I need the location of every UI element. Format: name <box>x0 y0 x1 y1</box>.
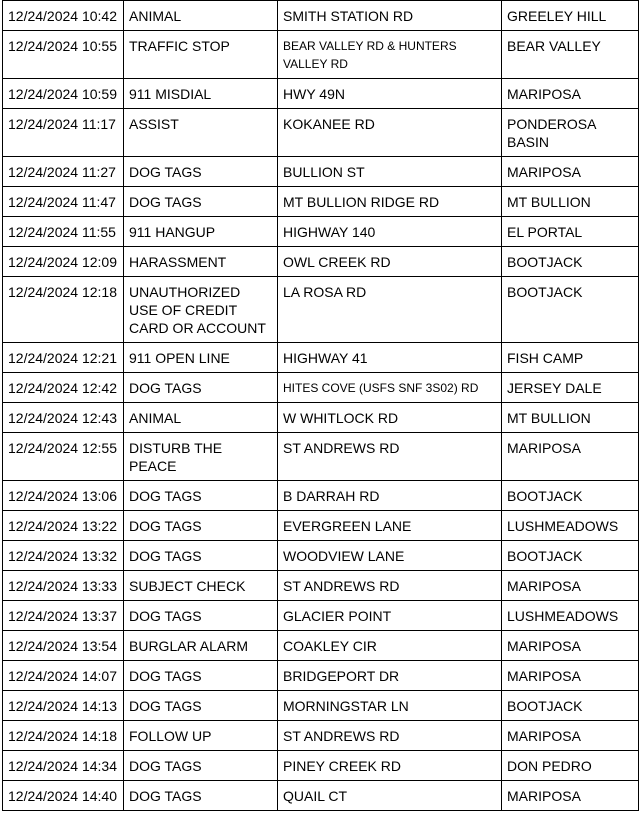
cell-area: FISH CAMP <box>502 343 639 373</box>
table-row <box>3 31 639 79</box>
table-row <box>3 277 639 343</box>
cell-area: JERSEY DALE <box>502 373 639 403</box>
cell-datetime: 12/24/2024 14:34 <box>3 751 124 781</box>
cell-area: MARIPOSA <box>502 571 639 601</box>
cell-area: PONDEROSA BASIN <box>502 109 639 157</box>
cell-datetime: 12/24/2024 14:18 <box>3 721 124 751</box>
cell-location: PINEY CREEK RD <box>278 751 502 781</box>
cell-datetime: 12/24/2024 11:27 <box>3 157 124 187</box>
call-log-table <box>2 0 639 811</box>
cell-area: MARIPOSA <box>502 661 639 691</box>
table-row <box>3 79 639 109</box>
call-log-body <box>3 1 639 811</box>
table-row <box>3 511 639 541</box>
cell-datetime: 12/24/2024 14:07 <box>3 661 124 691</box>
cell-call-type: DOG TAGS <box>124 541 278 571</box>
cell-datetime: 12/24/2024 10:55 <box>3 31 124 79</box>
cell-location: EVERGREEN LANE <box>278 511 502 541</box>
cell-location: HITES COVE (USFS SNF 3S02) RD <box>278 373 502 403</box>
cell-call-type: ASSIST <box>124 109 278 157</box>
cell-location: OWL CREEK RD <box>278 247 502 277</box>
cell-datetime: 12/24/2024 13:33 <box>3 571 124 601</box>
table-row <box>3 433 639 481</box>
cell-call-type: 911 HANGUP <box>124 217 278 247</box>
cell-location: B DARRAH RD <box>278 481 502 511</box>
cell-datetime: 12/24/2024 12:09 <box>3 247 124 277</box>
cell-datetime: 12/24/2024 12:18 <box>3 277 124 343</box>
cell-location: MT BULLION RIDGE RD <box>278 187 502 217</box>
cell-call-type: DOG TAGS <box>124 187 278 217</box>
cell-datetime: 12/24/2024 12:55 <box>3 433 124 481</box>
cell-location: W WHITLOCK RD <box>278 403 502 433</box>
cell-call-type: DOG TAGS <box>124 781 278 811</box>
table-row <box>3 481 639 511</box>
cell-call-type: DOG TAGS <box>124 691 278 721</box>
cell-datetime: 12/24/2024 10:42 <box>3 1 124 31</box>
cell-call-type: BURGLAR ALARM <box>124 631 278 661</box>
table-row <box>3 751 639 781</box>
cell-datetime: 12/24/2024 13:22 <box>3 511 124 541</box>
cell-location: WOODVIEW LANE <box>278 541 502 571</box>
table-row <box>3 691 639 721</box>
cell-datetime: 12/24/2024 12:42 <box>3 373 124 403</box>
cell-datetime: 12/24/2024 13:54 <box>3 631 124 661</box>
cell-area: BOOTJACK <box>502 541 639 571</box>
cell-area: MT BULLION <box>502 403 639 433</box>
cell-location: BRIDGEPORT DR <box>278 661 502 691</box>
table-row <box>3 187 639 217</box>
cell-area: LUSHMEADOWS <box>502 601 639 631</box>
cell-location: MORNINGSTAR LN <box>278 691 502 721</box>
cell-location: GLACIER POINT <box>278 601 502 631</box>
table-row <box>3 157 639 187</box>
cell-datetime: 12/24/2024 10:59 <box>3 79 124 109</box>
cell-call-type: UNAUTHORIZED USE OF CREDIT CARD OR ACCOUNT <box>124 277 278 343</box>
cell-datetime: 12/24/2024 13:37 <box>3 601 124 631</box>
cell-area: MARIPOSA <box>502 157 639 187</box>
table-row <box>3 571 639 601</box>
table-row <box>3 217 639 247</box>
cell-area: BOOTJACK <box>502 691 639 721</box>
cell-datetime: 12/24/2024 11:55 <box>3 217 124 247</box>
table-row <box>3 661 639 691</box>
table-row <box>3 601 639 631</box>
cell-call-type: ANIMAL <box>124 1 278 31</box>
cell-area: MARIPOSA <box>502 631 639 661</box>
cell-call-type: DOG TAGS <box>124 481 278 511</box>
cell-area: BOOTJACK <box>502 247 639 277</box>
cell-datetime: 12/24/2024 14:40 <box>3 781 124 811</box>
cell-area: DON PEDRO <box>502 751 639 781</box>
cell-area: GREELEY HILL <box>502 1 639 31</box>
cell-location: BULLION ST <box>278 157 502 187</box>
cell-call-type: DOG TAGS <box>124 751 278 781</box>
cell-area: BOOTJACK <box>502 277 639 343</box>
cell-call-type: DOG TAGS <box>124 157 278 187</box>
table-row <box>3 721 639 751</box>
cell-call-type: 911 MISDIAL <box>124 79 278 109</box>
cell-area: EL PORTAL <box>502 217 639 247</box>
cell-call-type: TRAFFIC STOP <box>124 31 278 79</box>
cell-area: MARIPOSA <box>502 433 639 481</box>
cell-call-type: DOG TAGS <box>124 601 278 631</box>
cell-location: HIGHWAY 41 <box>278 343 502 373</box>
cell-location: ST ANDREWS RD <box>278 721 502 751</box>
table-row <box>3 631 639 661</box>
cell-area: MARIPOSA <box>502 79 639 109</box>
cell-area: MARIPOSA <box>502 781 639 811</box>
cell-location: KOKANEE RD <box>278 109 502 157</box>
cell-call-type: DOG TAGS <box>124 661 278 691</box>
cell-location: SMITH STATION RD <box>278 1 502 31</box>
cell-location: BEAR VALLEY RD & HUNTERS VALLEY RD <box>278 31 502 79</box>
cell-area: BEAR VALLEY <box>502 31 639 79</box>
cell-location: COAKLEY CIR <box>278 631 502 661</box>
cell-call-type: DISTURB THE PEACE <box>124 433 278 481</box>
cell-datetime: 12/24/2024 11:17 <box>3 109 124 157</box>
table-row <box>3 109 639 157</box>
table-row <box>3 343 639 373</box>
table-row <box>3 781 639 811</box>
cell-location: LA ROSA RD <box>278 277 502 343</box>
cell-call-type: 911 OPEN LINE <box>124 343 278 373</box>
cell-area: LUSHMEADOWS <box>502 511 639 541</box>
table-row <box>3 1 639 31</box>
cell-call-type: SUBJECT CHECK <box>124 571 278 601</box>
table-row <box>3 247 639 277</box>
cell-call-type: HARASSMENT <box>124 247 278 277</box>
cell-location: ST ANDREWS RD <box>278 433 502 481</box>
cell-location: QUAIL CT <box>278 781 502 811</box>
cell-datetime: 12/24/2024 12:21 <box>3 343 124 373</box>
cell-datetime: 12/24/2024 14:13 <box>3 691 124 721</box>
cell-datetime: 12/24/2024 12:43 <box>3 403 124 433</box>
table-row <box>3 403 639 433</box>
cell-location: HWY 49N <box>278 79 502 109</box>
cell-location: ST ANDREWS RD <box>278 571 502 601</box>
cell-call-type: FOLLOW UP <box>124 721 278 751</box>
cell-area: MT BULLION <box>502 187 639 217</box>
cell-area: MARIPOSA <box>502 721 639 751</box>
cell-location: HIGHWAY 140 <box>278 217 502 247</box>
table-row <box>3 541 639 571</box>
cell-call-type: DOG TAGS <box>124 373 278 403</box>
cell-area: BOOTJACK <box>502 481 639 511</box>
cell-call-type: DOG TAGS <box>124 511 278 541</box>
cell-datetime: 12/24/2024 13:32 <box>3 541 124 571</box>
table-row <box>3 373 639 403</box>
cell-datetime: 12/24/2024 11:47 <box>3 187 124 217</box>
cell-call-type: ANIMAL <box>124 403 278 433</box>
cell-datetime: 12/24/2024 13:06 <box>3 481 124 511</box>
